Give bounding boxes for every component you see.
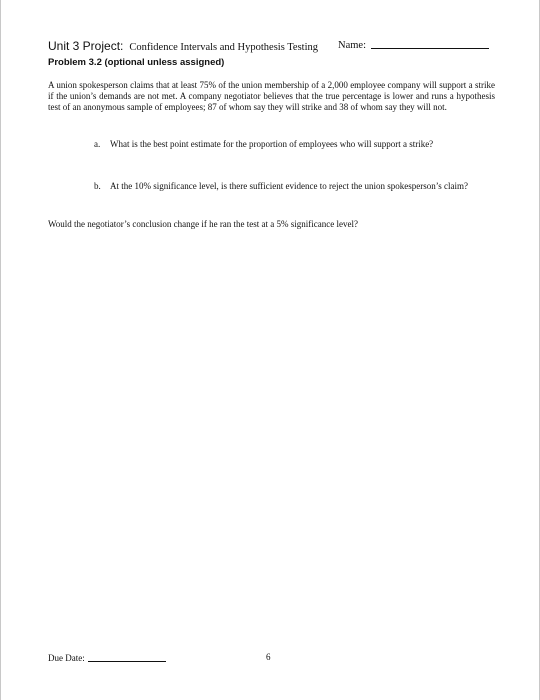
problem-intro: A union spokesperson claims that at least 75% of the union membership of a 2,000 employee company will support a strike if the union’s demands are not met. A company negotiator believes that the true percentage is lower and runs a hypothesis test of an anonymous sample of employees; 87 of whom say they will strike and 38 of whom say they will not.: [48, 80, 495, 112]
question-b: [94, 180, 489, 192]
project-subtitle: Confidence Intervals and Hypothesis Testing: [129, 42, 318, 53]
name-field: [338, 38, 489, 51]
question-a: [94, 138, 489, 150]
due-date-blank-line: [88, 652, 166, 662]
question-text: At the 10% significance level, is there sufficient evidence to reject the union spokesperson’s claim?: [110, 181, 468, 191]
unit-title: Unit 3 Project:: [48, 39, 124, 53]
name-blank-line: [371, 38, 489, 49]
question-marker: a.: [94, 139, 101, 149]
problem-label: Problem 3.2 (optional unless assigned): [48, 57, 225, 68]
document-header: [48, 37, 498, 53]
question-text: What is the best point estimate for the proportion of employees who will support a strike?: [110, 139, 434, 149]
followup-question: Would the negotiator’s conclusion change if he ran the test at a 5% significance level?: [48, 219, 358, 229]
due-date-label: Due Date:: [48, 653, 85, 663]
page-number: 6: [266, 652, 271, 662]
question-marker: b.: [94, 181, 101, 191]
due-date-field: [48, 652, 166, 663]
name-label: Name:: [338, 40, 366, 51]
